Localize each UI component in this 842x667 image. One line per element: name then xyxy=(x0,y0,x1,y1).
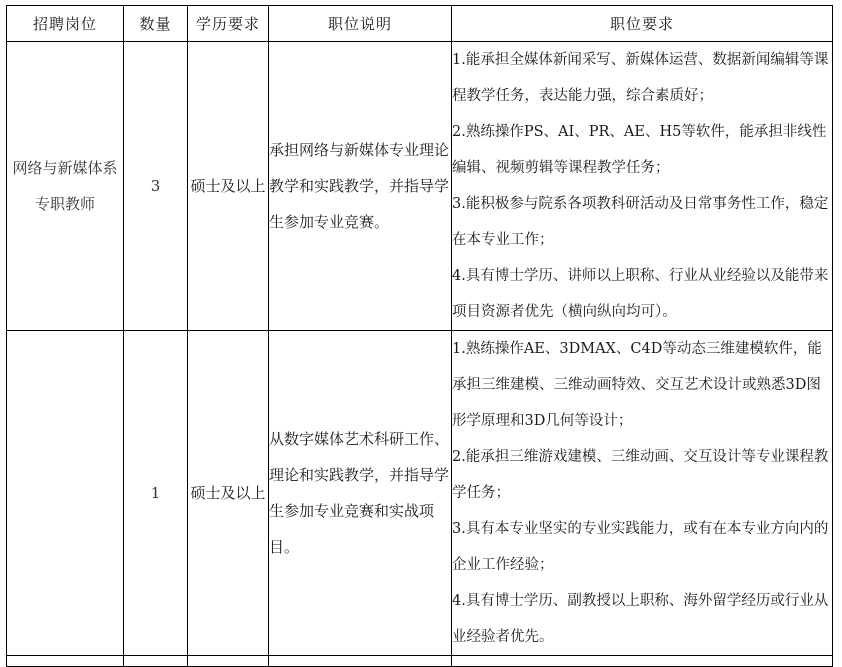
header-row xyxy=(7,6,833,42)
education-cell: 硕士及以上 xyxy=(188,331,269,656)
quantity-cell: 3 xyxy=(124,42,188,331)
header-requirements: 职位要求 xyxy=(452,6,833,42)
requirement-item: 3.具有本专业坚实的专业实践能力，或有在本专业方向内的企业工作经验； xyxy=(452,521,829,573)
requirement-item: 1.熟练操作AE、3DMAX、C4D等动态三维建模软件，能承担三维建模、三维动画特效、交互艺术设计或熟悉3D图形学原理和3D几何等设计； xyxy=(452,341,822,429)
position-cell: 网络与新媒体系专职教师 xyxy=(7,42,124,331)
requirement-item: 1.能承担全媒体新闻采写、新媒体运营、数据新闻编辑等课程教学任务，表达能力强，综合素质好； xyxy=(452,52,829,104)
requirements-cell xyxy=(452,42,833,331)
requirements-cell xyxy=(452,331,833,656)
empty-cell xyxy=(269,656,452,667)
empty-cell xyxy=(124,656,188,667)
header-position: 招聘岗位 xyxy=(7,6,124,42)
requirement-item: 4.具有博士学历、讲师以上职称、行业从业经验以及能带来项目资源者优先（横向纵向均可）。 xyxy=(452,268,829,320)
requirement-item: 2.能承担三维游戏建模、三维动画、交互设计等专业课程教学任务； xyxy=(452,449,829,501)
quantity-cell: 1 xyxy=(124,331,188,656)
empty-cell xyxy=(452,656,833,667)
education-cell: 硕士及以上 xyxy=(188,42,269,331)
header-quantity: 数量 xyxy=(124,6,188,42)
header-description: 职位说明 xyxy=(269,6,452,42)
empty-cell xyxy=(7,656,124,667)
requirement-item: 3.能积极参与院系各项教科研活动及日常事务性工作，稳定在本专业工作； xyxy=(452,196,829,248)
requirement-item: 2.熟练操作PS、AI、PR、AE、H5等软件，能承担非线性编辑、视频剪辑等课程教学任务； xyxy=(452,124,827,176)
header-education: 学历要求 xyxy=(188,6,269,42)
table-row xyxy=(7,331,833,656)
requirement-item: 4.具有博士学历、副教授以上职称、海外留学经历或行业从业经验者优先。 xyxy=(452,593,829,645)
empty-cell xyxy=(188,656,269,667)
table-row-partial xyxy=(7,656,833,667)
table-row xyxy=(7,42,833,331)
position-cell xyxy=(7,331,124,656)
description-cell: 承担网络与新媒体专业理论教学和实践教学，并指导学生参加专业竞赛。 xyxy=(269,42,452,331)
description-cell: 从数字媒体艺术科研工作、理论和实践教学，并指导学生参加专业竞赛和实战项目。 xyxy=(269,331,452,656)
recruitment-table xyxy=(6,5,833,667)
